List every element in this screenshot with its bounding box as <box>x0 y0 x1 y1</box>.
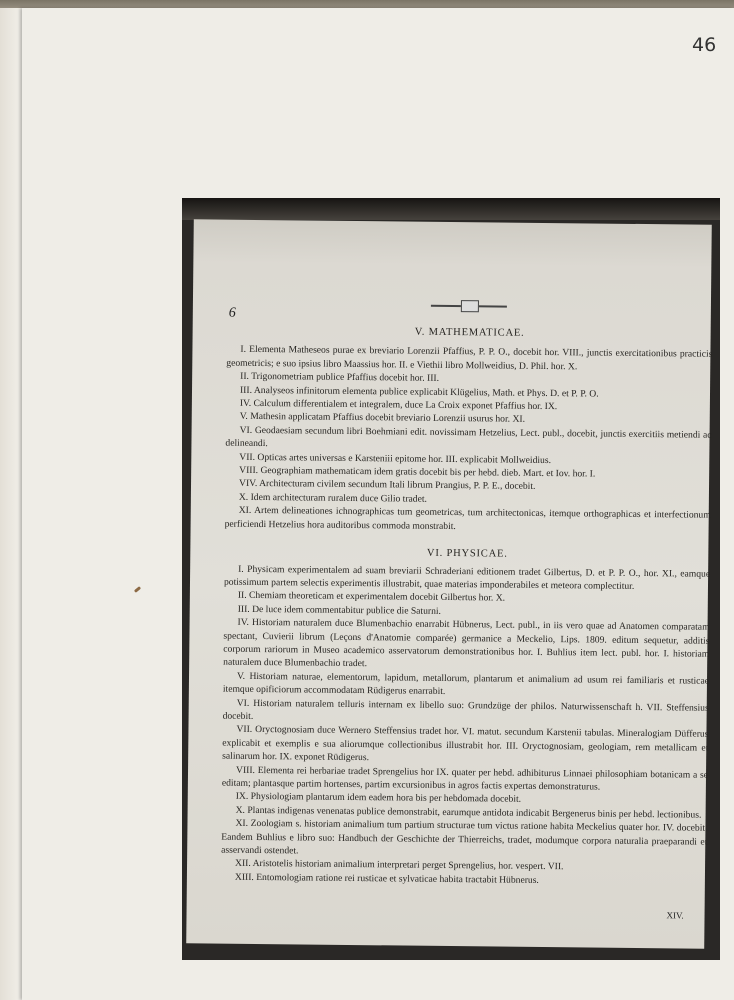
paragraph: XI. Zoologiam s. historiam animalium tum partium structurae tum victus ratione habita Meckelius quater hor. IV. docebit. Eandem Buhlius e libro suo: Handbuch der Geschichte der Thierreichs, tradet, modumque corpora naturalia praeparandi et asservandi ostendet. <box>221 817 708 857</box>
paragraph: VIII. Geographiam mathematicam idem gratis docebit bis per hebd. dieb. Mart. et Iov. hor. I. <box>239 464 596 480</box>
section-heading-physicae: VI. PHYSICAE. <box>426 547 508 560</box>
paragraph: XII. Aristotelis historiam animalium interpretari perget Sprengelius, hor. vespert. VII. <box>235 858 564 873</box>
paragraph: V. Historiam naturae, elementorum, lapidum, metallorum, plantarum et animalium ad usum rei familiaris et rusticae itemque opificiorum accommodatam Rüdigerus enarrabit. <box>222 670 710 698</box>
paragraph: VIII. Elementa rei herbariae tradet Sprengelius hor IX. quater per hebd. adhibiturus Linnaei philosophiam botanicam a se editam; plantasque partim hortenses, partim excursionibus in agros factis expertas demonstraturus. <box>221 764 709 793</box>
photo-dark-border <box>182 198 720 220</box>
printed-page <box>186 219 712 948</box>
paragraph: XIII. Entomologiam ratione rei rusticae et sylvaticae habita tractabit Hübnerus. <box>234 871 539 886</box>
paragraph: XI. Artem delineationes ichnographicas tum geometricas, tum architectonicas, itemque orthographicas et interfectionum perficiendi Hetzelius hora auditoribus commoda monstrabit. <box>224 505 711 532</box>
paragraph: V. Mathesin applicatam Pfaffius docebit breviario Lorenzii usurus hor. XI. <box>239 411 526 426</box>
paragraph: IX. Physiologiam plantarum idem eadem hora bis per hebdomada docebit. <box>235 791 522 806</box>
paragraph: VII. Oryctognosiam duce Wernero Steffensius tradet hor. VI. matut. secundum Karstenii tabulas. Mineralogiam Düfferus explicabit et exemplis e sua aliorumque collectionibus illustrabit hor. III. Oryctognosiam, geologiam, rem metallicam et salinarum hor. IX. exponet Rüdigerus. <box>222 724 709 764</box>
page-number: 6 <box>228 305 236 321</box>
paragraph: X. Idem architecturam ruralem duce Gilio tradet. <box>238 491 428 505</box>
ornament-rule <box>431 299 507 312</box>
section-heading-mathematicae: V. MATHEMATICAE. <box>414 326 525 339</box>
paragraph: II. Trigonometriam publice Pfaffius docebit hor. III. <box>240 371 440 385</box>
paragraph: VIV. Architecturam civilem secundum Itali librum Prangius, P. P. E., docebit. <box>238 478 536 493</box>
paragraph: I. Elementa Matheseos purae ex breviario Lorenzii Pfaffius, P. P. O., docebit hor. VIII., junctis exercitationibus practicis geometricis; e suo ipsius libro Maassius hor. II. e Viethii libro Mollweidius, D. Phil. hor. X. <box>226 344 713 373</box>
mounted-photograph <box>182 198 720 960</box>
paragraph: VI. Historiam naturalem telluris internam ex libello suo: Grundzüge der philos. Naturwissenschaft h. VII. Steffensius docebit. <box>222 697 709 722</box>
paragraph: VI. Geodaesiam secundum libri Boehmiani edit. novissimam Hetzelius, Lect. publ., docebit, junctis exercitiis metiendi ac delineandi. <box>225 424 712 450</box>
paragraph: IV. Calculum differentialem et integralem, duce La Croix exponet Pfaffius hor. IX. <box>239 397 558 413</box>
paragraph: VII. Opticas artes universas e Karsteniii epitome hor. III. explicabit Mollweidius. <box>239 451 552 466</box>
folio-number: 46 <box>692 34 717 56</box>
binding-margin <box>0 8 22 1000</box>
paragraph: X. Plantas indigenas venenatas publice demonstrabit, earumque antidota indicabit Bergenerus binis per hebd. lectionibus. <box>235 804 702 821</box>
paragraph: III. Analyseos infinitorum elementa publice explicabit Klügelius, Math. et Phys. D. et P. P. O. <box>239 384 599 400</box>
paragraph: III. De luce idem commentabitur publice die Saturni. <box>237 603 442 617</box>
paragraph: II. Chemiam theoreticam et experimentalem docebit Gilbertus hor. X. <box>237 590 506 604</box>
catchword: XIV. <box>666 910 684 921</box>
paragraph: I. Physicam experimentalem ad suam breviarii Schraderiani editionem tradet Gilbertus, D. et P. P. O., hor. XI., eamque potissimum partem selectis experimentis illustrabit, quae materias imponderabiles et meteora complectitur. <box>223 563 711 592</box>
paragraph: IV. Historiam naturalem duce Blumenbachio enarrabit Hübnerus, Lect. publ., in iis vero quae ad Anatomen comparatam spectant, Cuvierii librum (Leçons d'Anatomie comparée) germanice a Meckelio, Lips. 1809. editum sequetur, additis corporum rariorum in Museo academico asservatorum demonstrationibus hor. I. Buhlius item lect. publ. hor. I. historiam naturalem duce Blumenbachio tradet. <box>223 616 710 670</box>
page-text <box>221 324 713 889</box>
